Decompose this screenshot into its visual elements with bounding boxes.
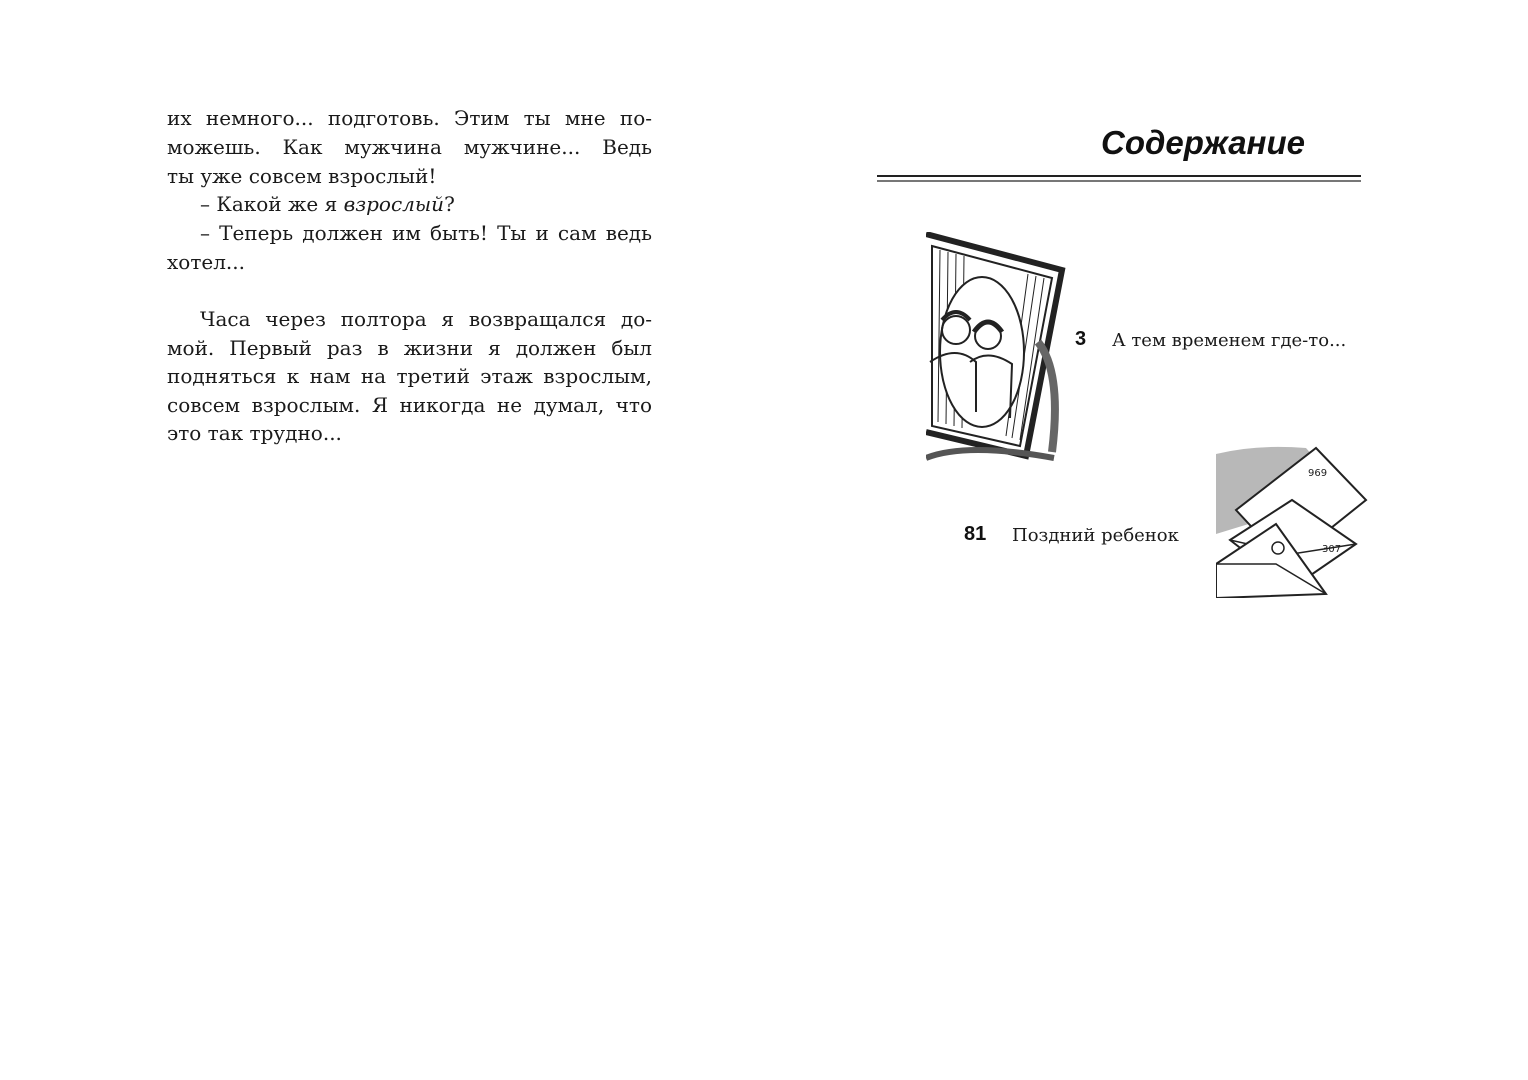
text-line: – Теперь должен им быть! Ты и сам ведь [200,221,652,245]
text-line: Часа через полтора я возвращался до- [200,307,652,331]
question-mark: ? [444,192,455,216]
envelopes-illustration [1216,444,1372,598]
toc-page-number: 81 [964,523,987,545]
text-line: можешь. Как мужчина мужчине... Ведь [167,135,652,159]
text-line: подняться к нам на третий этаж взрослым, [167,364,652,388]
title-divider [877,175,1361,177]
italic-word: взрослый [343,192,445,216]
svg-text:307: 307 [1322,544,1342,555]
text-line: это так трудно... [167,421,342,445]
text-line: хотел... [167,250,245,274]
text-line: совсем взрослым. Я никогда не думал, что [167,393,652,417]
text-line: мой. Первый раз в жизни я должен был [167,336,652,360]
text-line [167,190,652,218]
toc-entry-title[interactable]: А тем временем где-то... [1112,330,1347,351]
toc-entry-title[interactable]: Поздний ребенок [1012,525,1179,546]
page-title: Содержание [1101,124,1305,161]
dialogue-text: – Какой же я [200,192,344,216]
text-line: ты уже совсем взрослый! [167,164,437,188]
text-line: их немного... подготовь. Этим ты мне по- [167,106,652,130]
toc-page-number: 3 [1075,328,1087,350]
svg-text:969: 969 [1308,468,1328,479]
title-divider-secondary [877,180,1361,182]
framed-portrait-illustration [926,232,1068,462]
